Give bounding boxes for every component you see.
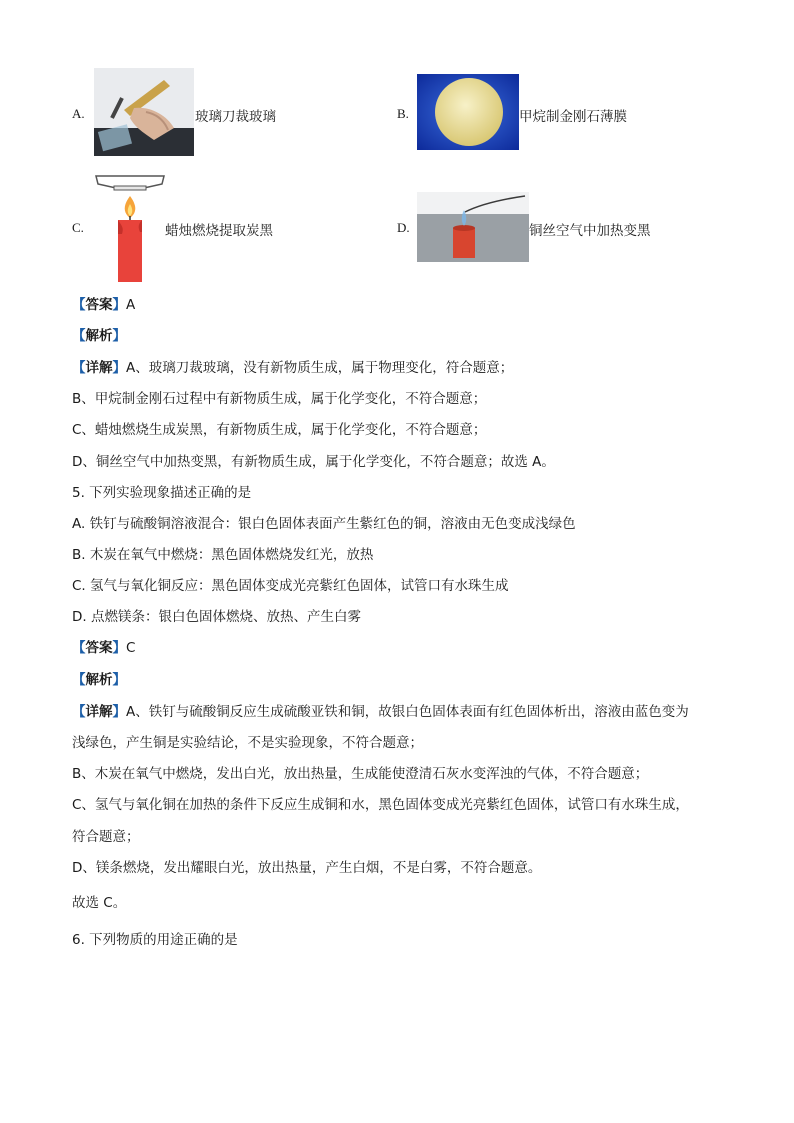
option-d-letter: D.: [397, 220, 410, 235]
bracket-close: 】: [112, 360, 126, 376]
bracket-open: 【: [72, 360, 86, 376]
q5-detail-line: 符合题意；: [72, 829, 140, 845]
bracket-close: 】: [112, 704, 126, 720]
answer-tag: 答案: [85, 297, 113, 313]
q4-detail-line: [72, 358, 513, 378]
bracket-open: 【: [72, 704, 86, 720]
q5-detail-line: D、镁条燃烧，发出耀眼白光，放出热量，产生白烟，不是白雾，不符合题意。: [72, 860, 542, 876]
q4-answer: [72, 295, 135, 315]
option-a-caption: 玻璃刀裁玻璃: [195, 109, 276, 125]
q5-choice-c: C. 氢气与氧化铜反应：黑色固体变成光亮紫红色固体，试管口有水珠生成: [72, 578, 509, 594]
q5-detail-line: 浅绿色，产生铜是实验结论，不是实验现象，不符合题意；: [72, 735, 423, 751]
option-b-letter: B.: [397, 106, 409, 121]
q5-choice-d: D. 点燃镁条：银白色固体燃烧、放热、产生白雾: [72, 609, 361, 625]
q5-detail-line: [72, 702, 689, 722]
q5-stem: 5. 下列实验现象描述正确的是: [72, 485, 252, 501]
q5-choice-a: A. 铁钉与硫酸铜溶液混合：银白色固体表面产生紫红色的铜，溶液由无色变成浅绿色: [72, 516, 576, 532]
detail-tag: 详解: [85, 704, 113, 720]
bracket-close: 】: [112, 640, 126, 656]
option-a-letter: A.: [72, 106, 85, 121]
analysis-tag: 解析: [85, 328, 113, 344]
detail-text: A、铁钉与硫酸铜反应生成硫酸亚铁和铜，故银白色固体表面有红色固体析出，溶液由蓝色变为: [126, 704, 689, 720]
bracket-open: 【: [72, 328, 86, 344]
answer-tag: 答案: [85, 640, 113, 656]
q6-stem: 6. 下列物质的用途正确的是: [72, 932, 238, 948]
bracket-close: 】: [112, 672, 126, 688]
q5-detail-line: B、木炭在氧气中燃烧，发出白光，放出热量，生成能使澄清石灰水变浑浊的气体，不符合题意；: [72, 766, 649, 782]
bracket-open: 【: [72, 672, 86, 688]
q4-detail-line: B、甲烷制金刚石过程中有新物质生成，属于化学变化，不符合题意；: [72, 391, 487, 407]
option-b-caption: 甲烷制金刚石薄膜: [519, 109, 627, 125]
option-c-letter: C.: [72, 220, 84, 235]
q4-detail-line: D、铜丝空气中加热变黑，有新物质生成，属于化学变化，不符合题意；故选 A。: [72, 454, 555, 470]
option-c-caption: 蜡烛燃烧提取炭黑: [165, 223, 273, 239]
diamond-film-photo: [417, 74, 519, 150]
q5-analysis-heading: [72, 670, 126, 690]
bracket-open: 【: [72, 640, 86, 656]
bracket-open: 【: [72, 297, 86, 313]
detail-text: A、玻璃刀裁玻璃，没有新物质生成，属于物理变化，符合题意；: [126, 360, 514, 376]
answer-value: A: [126, 297, 136, 313]
q5-detail-line: C、氢气与氧化铜在加热的条件下反应生成铜和水，黑色固体变成光亮紫红色固体，试管口有水珠生成，: [72, 797, 689, 813]
detail-tag: 详解: [85, 360, 113, 376]
copper-wire-heating-photo: [417, 192, 529, 262]
glass-cutter-photo: [94, 68, 194, 156]
q5-choice-b: B. 木炭在氧气中燃烧：黑色固体燃烧发红光，放热: [72, 547, 374, 563]
candle-soot-illustration: [94, 172, 166, 284]
answer-value: C: [126, 640, 136, 656]
q5-conclusion: 故选 C。: [72, 895, 127, 911]
q4-detail-line: C、蜡烛燃烧生成炭黑，有新物质生成，属于化学变化，不符合题意；: [72, 422, 487, 438]
option-d-caption: 铜丝空气中加热变黑: [529, 223, 651, 239]
bracket-close: 】: [112, 328, 126, 344]
q4-analysis-heading: [72, 326, 126, 346]
q5-answer: [72, 638, 135, 658]
analysis-tag: 解析: [85, 672, 113, 688]
bracket-close: 】: [112, 297, 126, 313]
